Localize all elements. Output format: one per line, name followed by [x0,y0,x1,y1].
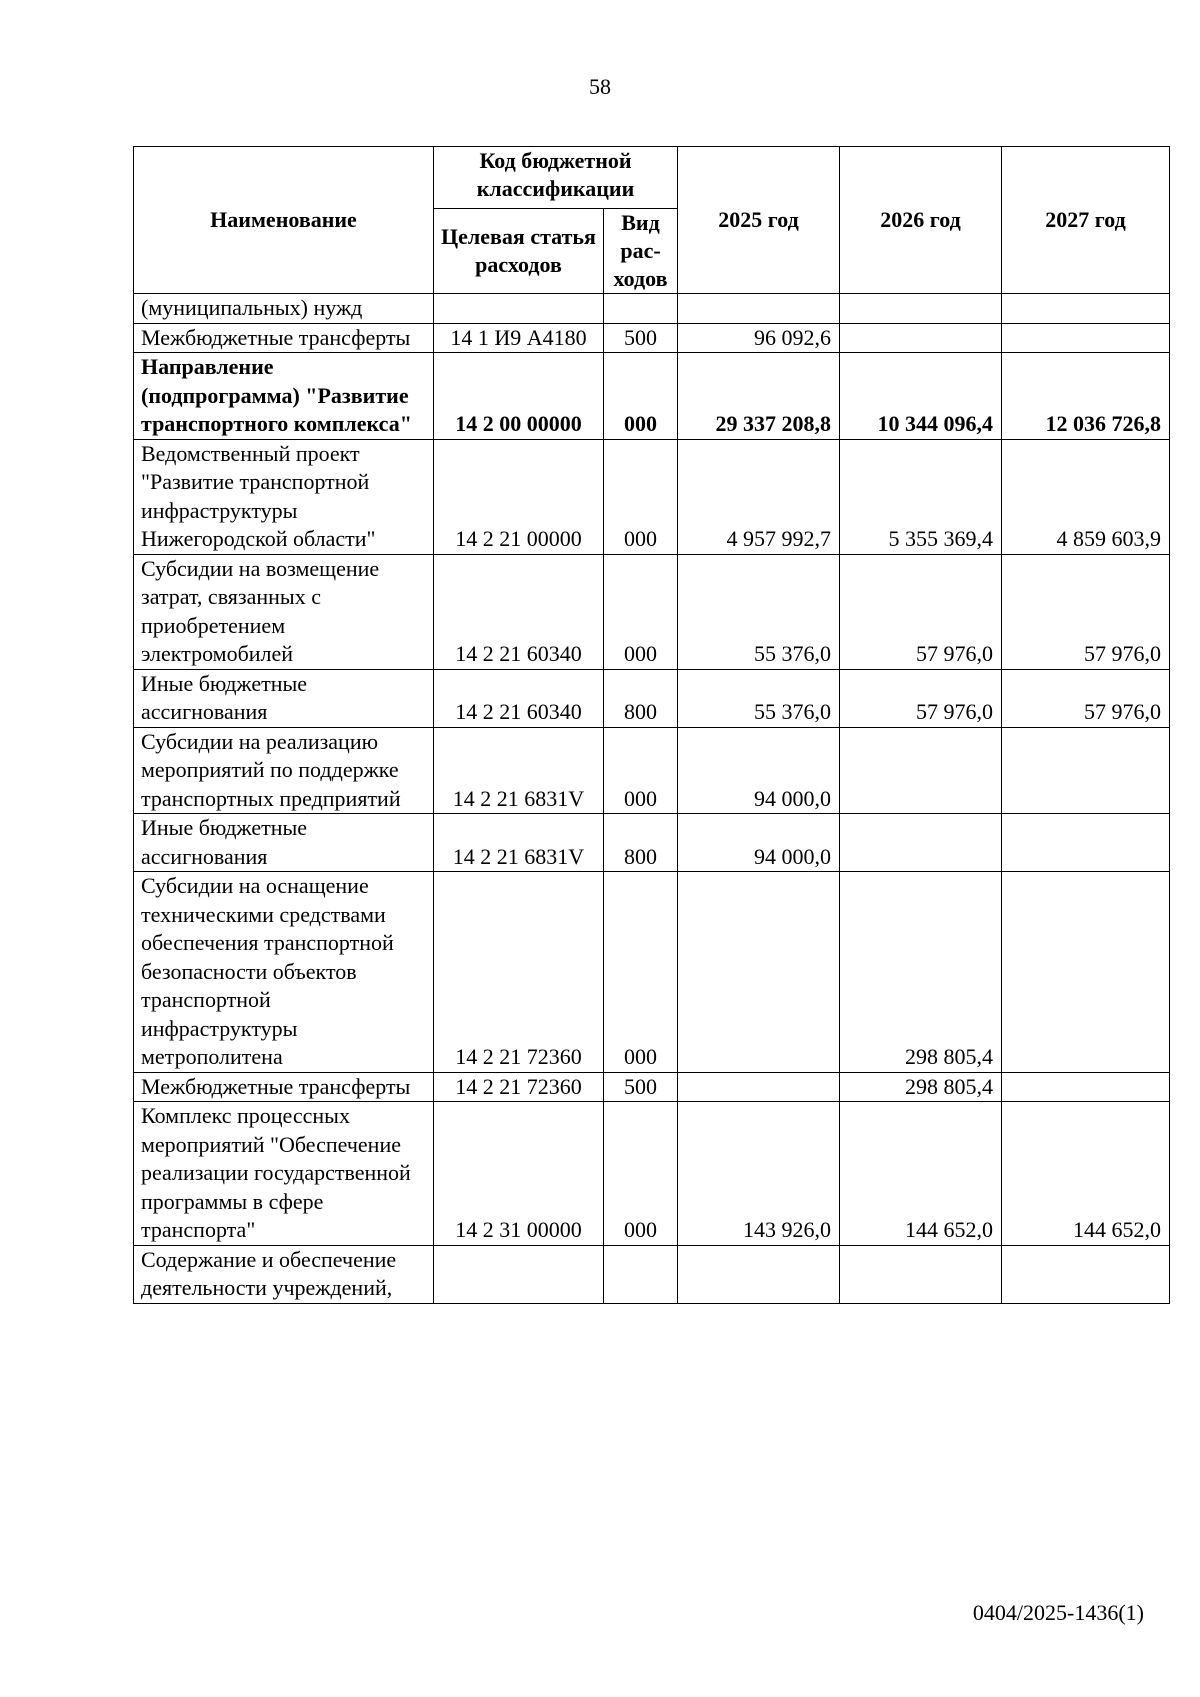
table-row [134,1102,1170,1246]
row-amount-2027 [1002,323,1170,353]
row-amount-2025 [678,1072,840,1102]
row-expense-type: 500 [604,323,678,353]
row-amount-2027: 57 976,0 [1002,669,1170,727]
row-amount-2027 [1002,872,1170,1073]
row-amount-2027 [1002,294,1170,324]
row-name: Комплекс процессных мероприятий "Обеспечение реализации государственной программы в сфере транспорта" [134,1102,434,1246]
row-amount-2026: 144 652,0 [840,1102,1002,1246]
row-target-article: 14 1 И9 А4180 [434,323,604,353]
row-target-article: 14 2 21 72360 [434,872,604,1073]
row-amount-2026 [840,294,1002,324]
row-amount-2027 [1002,1245,1170,1303]
table-row [134,353,1170,440]
row-target-article: 14 2 21 72360 [434,1072,604,1102]
row-amount-2026 [840,323,1002,353]
row-name: Иные бюджетные ассигнования [134,814,434,872]
row-amount-2026: 298 805,4 [840,872,1002,1073]
row-amount-2026: 298 805,4 [840,1072,1002,1102]
row-target-article [434,1245,604,1303]
row-expense-type: 800 [604,669,678,727]
table-header [134,147,1170,294]
table-row [134,1245,1170,1303]
row-name: Субсидии на оснащение техническими средствами обеспечения транспортной безопасности объектов транспортной инфраструктуры метрополитена [134,872,434,1073]
row-expense-type: 000 [604,554,678,669]
row-name: Субсидии на реализацию мероприятий по поддержке транспортных предприятий [134,727,434,814]
header-name: Наименование [134,147,434,294]
table-row [134,872,1170,1073]
row-name: (муниципальных) нужд [134,294,434,324]
row-target-article: 14 2 21 6831V [434,727,604,814]
table-row [134,323,1170,353]
table-row [134,554,1170,669]
row-amount-2025: 55 376,0 [678,554,840,669]
row-target-article: 14 2 31 00000 [434,1102,604,1246]
row-name: Направление (подпрограмма) "Развитие транспортного комплекса" [134,353,434,440]
row-expense-type: 000 [604,1102,678,1246]
row-target-article: 14 2 00 00000 [434,353,604,440]
page-number: 58 [589,74,611,99]
row-name: Ведомственный проект "Развитие транспортной инфраструктуры Нижегородской области" [134,439,434,554]
row-amount-2026 [840,1245,1002,1303]
row-amount-2025: 94 000,0 [678,814,840,872]
row-target-article [434,294,604,324]
row-expense-type [604,1245,678,1303]
row-expense-type: 000 [604,439,678,554]
row-amount-2026: 57 976,0 [840,554,1002,669]
row-amount-2027 [1002,727,1170,814]
row-target-article: 14 2 21 00000 [434,439,604,554]
table-row [134,1072,1170,1102]
row-expense-type: 000 [604,353,678,440]
row-amount-2027: 144 652,0 [1002,1102,1170,1246]
row-amount-2027 [1002,814,1170,872]
row-amount-2026: 57 976,0 [840,669,1002,727]
row-name: Субсидии на возмещение затрат, связанных с приобретением электромобилей [134,554,434,669]
table-row [134,439,1170,554]
row-amount-2025: 55 376,0 [678,669,840,727]
row-amount-2025: 29 337 208,8 [678,353,840,440]
header-kbk-group: Код бюджетной классификации [434,147,678,209]
table-row [134,294,1170,324]
row-target-article: 14 2 21 60340 [434,669,604,727]
row-expense-type: 500 [604,1072,678,1102]
row-amount-2026: 10 344 096,4 [840,353,1002,440]
row-expense-type: 000 [604,727,678,814]
table-row [134,727,1170,814]
row-amount-2025: 4 957 992,7 [678,439,840,554]
row-amount-2025: 96 092,6 [678,323,840,353]
table-body [134,294,1170,1304]
row-amount-2027: 57 976,0 [1002,554,1170,669]
row-name: Межбюджетные трансферты [134,323,434,353]
row-amount-2025 [678,1245,840,1303]
row-expense-type: 800 [604,814,678,872]
table-row [134,814,1170,872]
row-amount-2026 [840,814,1002,872]
row-expense-type: 000 [604,872,678,1073]
header-year-2025: 2025 год [678,147,840,294]
row-expense-type [604,294,678,324]
row-target-article: 14 2 21 6831V [434,814,604,872]
row-amount-2027: 4 859 603,9 [1002,439,1170,554]
header-year-2026: 2026 год [840,147,1002,294]
row-target-article: 14 2 21 60340 [434,554,604,669]
document-code: 0404/2025-1436(1) [972,1600,1144,1625]
row-name: Иные бюджетные ассигнования [134,669,434,727]
row-amount-2025 [678,294,840,324]
header-target-article: Целевая статья расходов [434,209,604,294]
budget-table [133,146,1170,1304]
header-expense-type: Вид рас-ходов [604,209,678,294]
row-amount-2025: 94 000,0 [678,727,840,814]
row-amount-2027: 12 036 726,8 [1002,353,1170,440]
table-row [134,669,1170,727]
row-name: Межбюджетные трансферты [134,1072,434,1102]
row-amount-2026 [840,727,1002,814]
row-name: Содержание и обеспечение деятельности учреждений, [134,1245,434,1303]
row-amount-2026: 5 355 369,4 [840,439,1002,554]
row-amount-2027 [1002,1072,1170,1102]
row-amount-2025: 143 926,0 [678,1102,840,1246]
row-amount-2025 [678,872,840,1073]
header-year-2027: 2027 год [1002,147,1170,294]
